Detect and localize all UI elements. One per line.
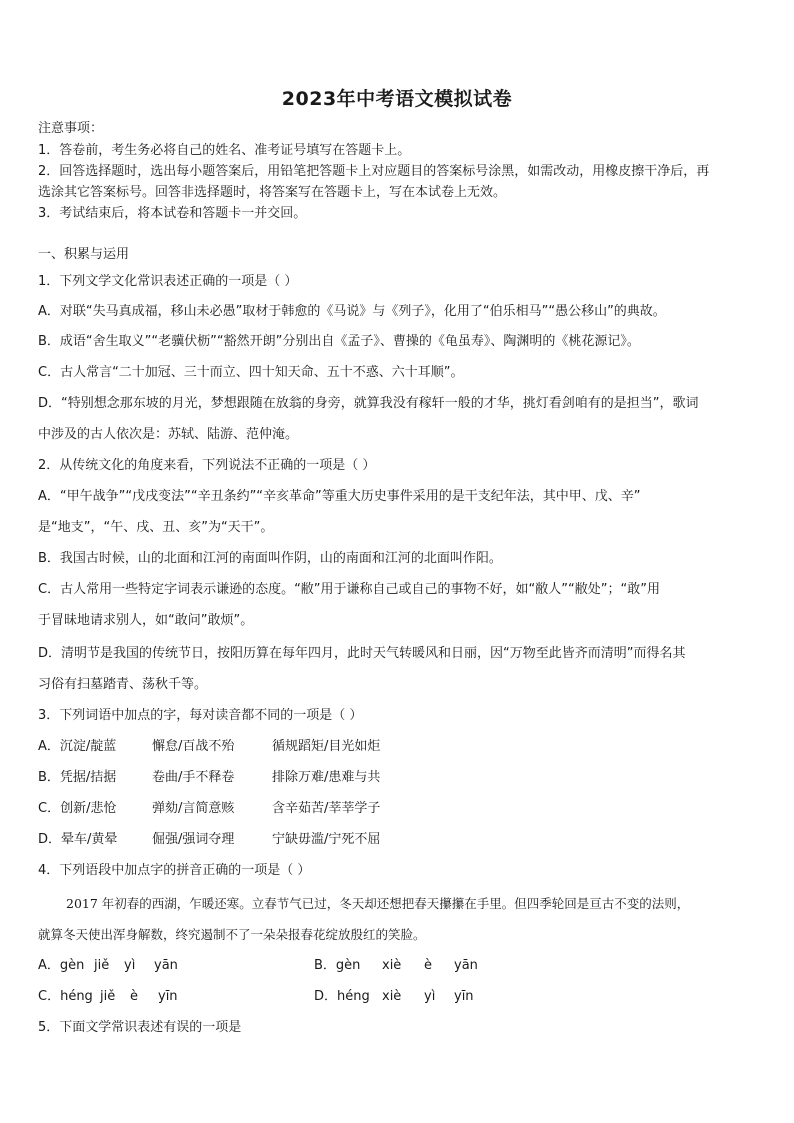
pinyin-syllable: è xyxy=(130,989,138,1004)
pinyin-syllable: yīn xyxy=(158,989,178,1004)
question-5-stem: 5．下面文学常识表述有误的一项是 xyxy=(38,1020,242,1035)
option-word-pair: B．凭据/拮据 xyxy=(38,770,117,785)
option-word-pair: 卷曲/手不释卷 xyxy=(152,770,235,785)
option-word-pair: 排除万难/患难与共 xyxy=(272,770,381,785)
pinyin-syllable: xiè xyxy=(382,989,402,1004)
pinyin-syllable: yì xyxy=(424,989,436,1004)
question-4-passage-cont: 就算冬天使出浑身解数，终究遏制不了一朵朵报春花绽放殷红的笑脸。 xyxy=(38,927,426,942)
option-word-pair: D．晕车/黄晕 xyxy=(38,832,118,847)
notice-item: 1．答卷前，考生务必将自己的姓名、准考证号填写在答题卡上。 xyxy=(38,143,411,158)
pinyin-syllable: D．héng xyxy=(314,989,370,1004)
pinyin-syllable: jiě xyxy=(100,989,116,1004)
pinyin-syllable: B．gèn xyxy=(314,958,361,973)
option-word-pair: 宁缺毋滥/宁死不屈 xyxy=(272,832,381,847)
question-1-option-d-cont: 中涉及的古人依次是：苏轼、陆游、范仲淹。 xyxy=(38,427,299,442)
question-2-option-c: C．古人常用一些特定字词表示谦逊的态度。“敝”用于谦称自己或自己的事物不好，如“敝人”“敝处”；“敢”用 xyxy=(38,582,660,597)
notice-item: 2．回答选择题时，选出每小题答案后，用铅笔把答题卡上对应题目的答案标号涂黑，如需改动，用橡皮擦干净后，再 xyxy=(38,164,710,179)
question-3-stem: 3．下列词语中加点的字，每对读音都不同的一项是（ ） xyxy=(38,708,363,723)
pinyin-syllable: A．gèn xyxy=(38,958,85,973)
option-word-pair: 含辛茹苦/莘莘学子 xyxy=(272,801,381,816)
section-heading: 一、积累与运用 xyxy=(38,247,130,262)
pinyin-syllable: C．héng xyxy=(38,989,93,1004)
pinyin-syllable: xiè xyxy=(382,958,402,973)
question-1-stem: 1．下列文学文化常识表述正确的一项是（ ） xyxy=(38,274,298,289)
notice-item: 选涂其它答案标号。回答非选择题时，将答案写在答题卡上，写在本试卷上无效。 xyxy=(38,185,507,200)
question-4-option-b xyxy=(314,957,478,975)
option-word-pair: A．沉淀/靛蓝 xyxy=(38,739,117,754)
question-2-option-a-cont: 是“地支”，“午、戌、丑、亥”为“天干”。 xyxy=(38,520,274,535)
question-2-option-d: D．清明节是我国的传统节日，按阳历算在每年四月，此时天气转暖风和日丽，因“万物至此皆齐而清明”而得名其 xyxy=(38,646,686,661)
option-word-pair: 倔强/强词夺理 xyxy=(152,832,235,847)
option-word-pair: 循规蹈矩/目光如炬 xyxy=(272,739,381,754)
question-2-stem: 2．从传统文化的角度来看，下列说法不正确的一项是（ ） xyxy=(38,458,376,473)
pinyin-syllable: yì xyxy=(124,958,136,973)
pinyin-syllable: jiě xyxy=(94,958,110,973)
question-1-option-a: A．对联“失马真成福，移山未必愚”取材于韩愈的《马说》与《列子》，化用了“伯乐相马”“愚公移山”的典故。 xyxy=(38,304,666,319)
question-2-option-d-cont: 习俗有扫墓踏青、荡秋千等。 xyxy=(38,677,208,692)
question-1-option-d: D．“特别想念那东坡的月光，梦想跟随在放翁的身旁，就算我没有稼轩一般的才华，挑灯看剑咱有的是担当”，歌词 xyxy=(38,396,699,411)
question-2-option-c-cont: 于冒昧地请求别人，如“敢问”敢烦”。 xyxy=(38,613,254,628)
question-4-option-c xyxy=(38,988,178,1006)
question-4-stem: 4．下列语段中加点字的拼音正确的一项是（ ） xyxy=(38,863,311,878)
pinyin-syllable: yān xyxy=(454,958,478,973)
question-1-option-c: C．古人常言“二十加冠、三十而立、四十知天命、五十不惑、六十耳顺”。 xyxy=(38,365,464,380)
question-1-option-b: B．成语“舍生取义”“老骥伏枥”“豁然开朗”分别出自《孟子》、曹操的《龟虽寿》、陶渊明的《桃花源记》。 xyxy=(38,334,640,349)
pinyin-syllable: è xyxy=(424,958,432,973)
pinyin-syllable: yān xyxy=(154,958,178,973)
option-word-pair: 弹劾/言简意赅 xyxy=(152,801,235,816)
question-4-option-d xyxy=(314,988,474,1006)
question-4-option-a xyxy=(38,957,178,975)
page-title: 2023年中考语文模拟试卷 xyxy=(281,88,513,110)
question-4-passage: 2017 年初春的西湖，乍暖还寒。立春节气已过，冬天却还想把春天攥攥在手里。但四季轮回是亘古不变的法则， xyxy=(66,896,690,911)
option-word-pair: C．创新/悲怆 xyxy=(38,801,117,816)
pinyin-syllable: yīn xyxy=(454,989,474,1004)
option-word-pair: 懈怠/百战不殆 xyxy=(152,739,235,754)
notice-heading: 注意事项： xyxy=(38,121,104,136)
question-2-option-b: B．我国古时候，山的北面和江河的南面叫作阴，山的南面和江河的北面叫作阳。 xyxy=(38,551,502,566)
notice-item: 3．考试结束后，将本试卷和答题卡一并交回。 xyxy=(38,206,307,221)
question-2-option-a: A．“甲午战争”“戊戌变法”“辛丑条约”“辛亥革命”等重大历史事件采用的是干支纪年法，其中甲、戊、辛” xyxy=(38,489,641,504)
